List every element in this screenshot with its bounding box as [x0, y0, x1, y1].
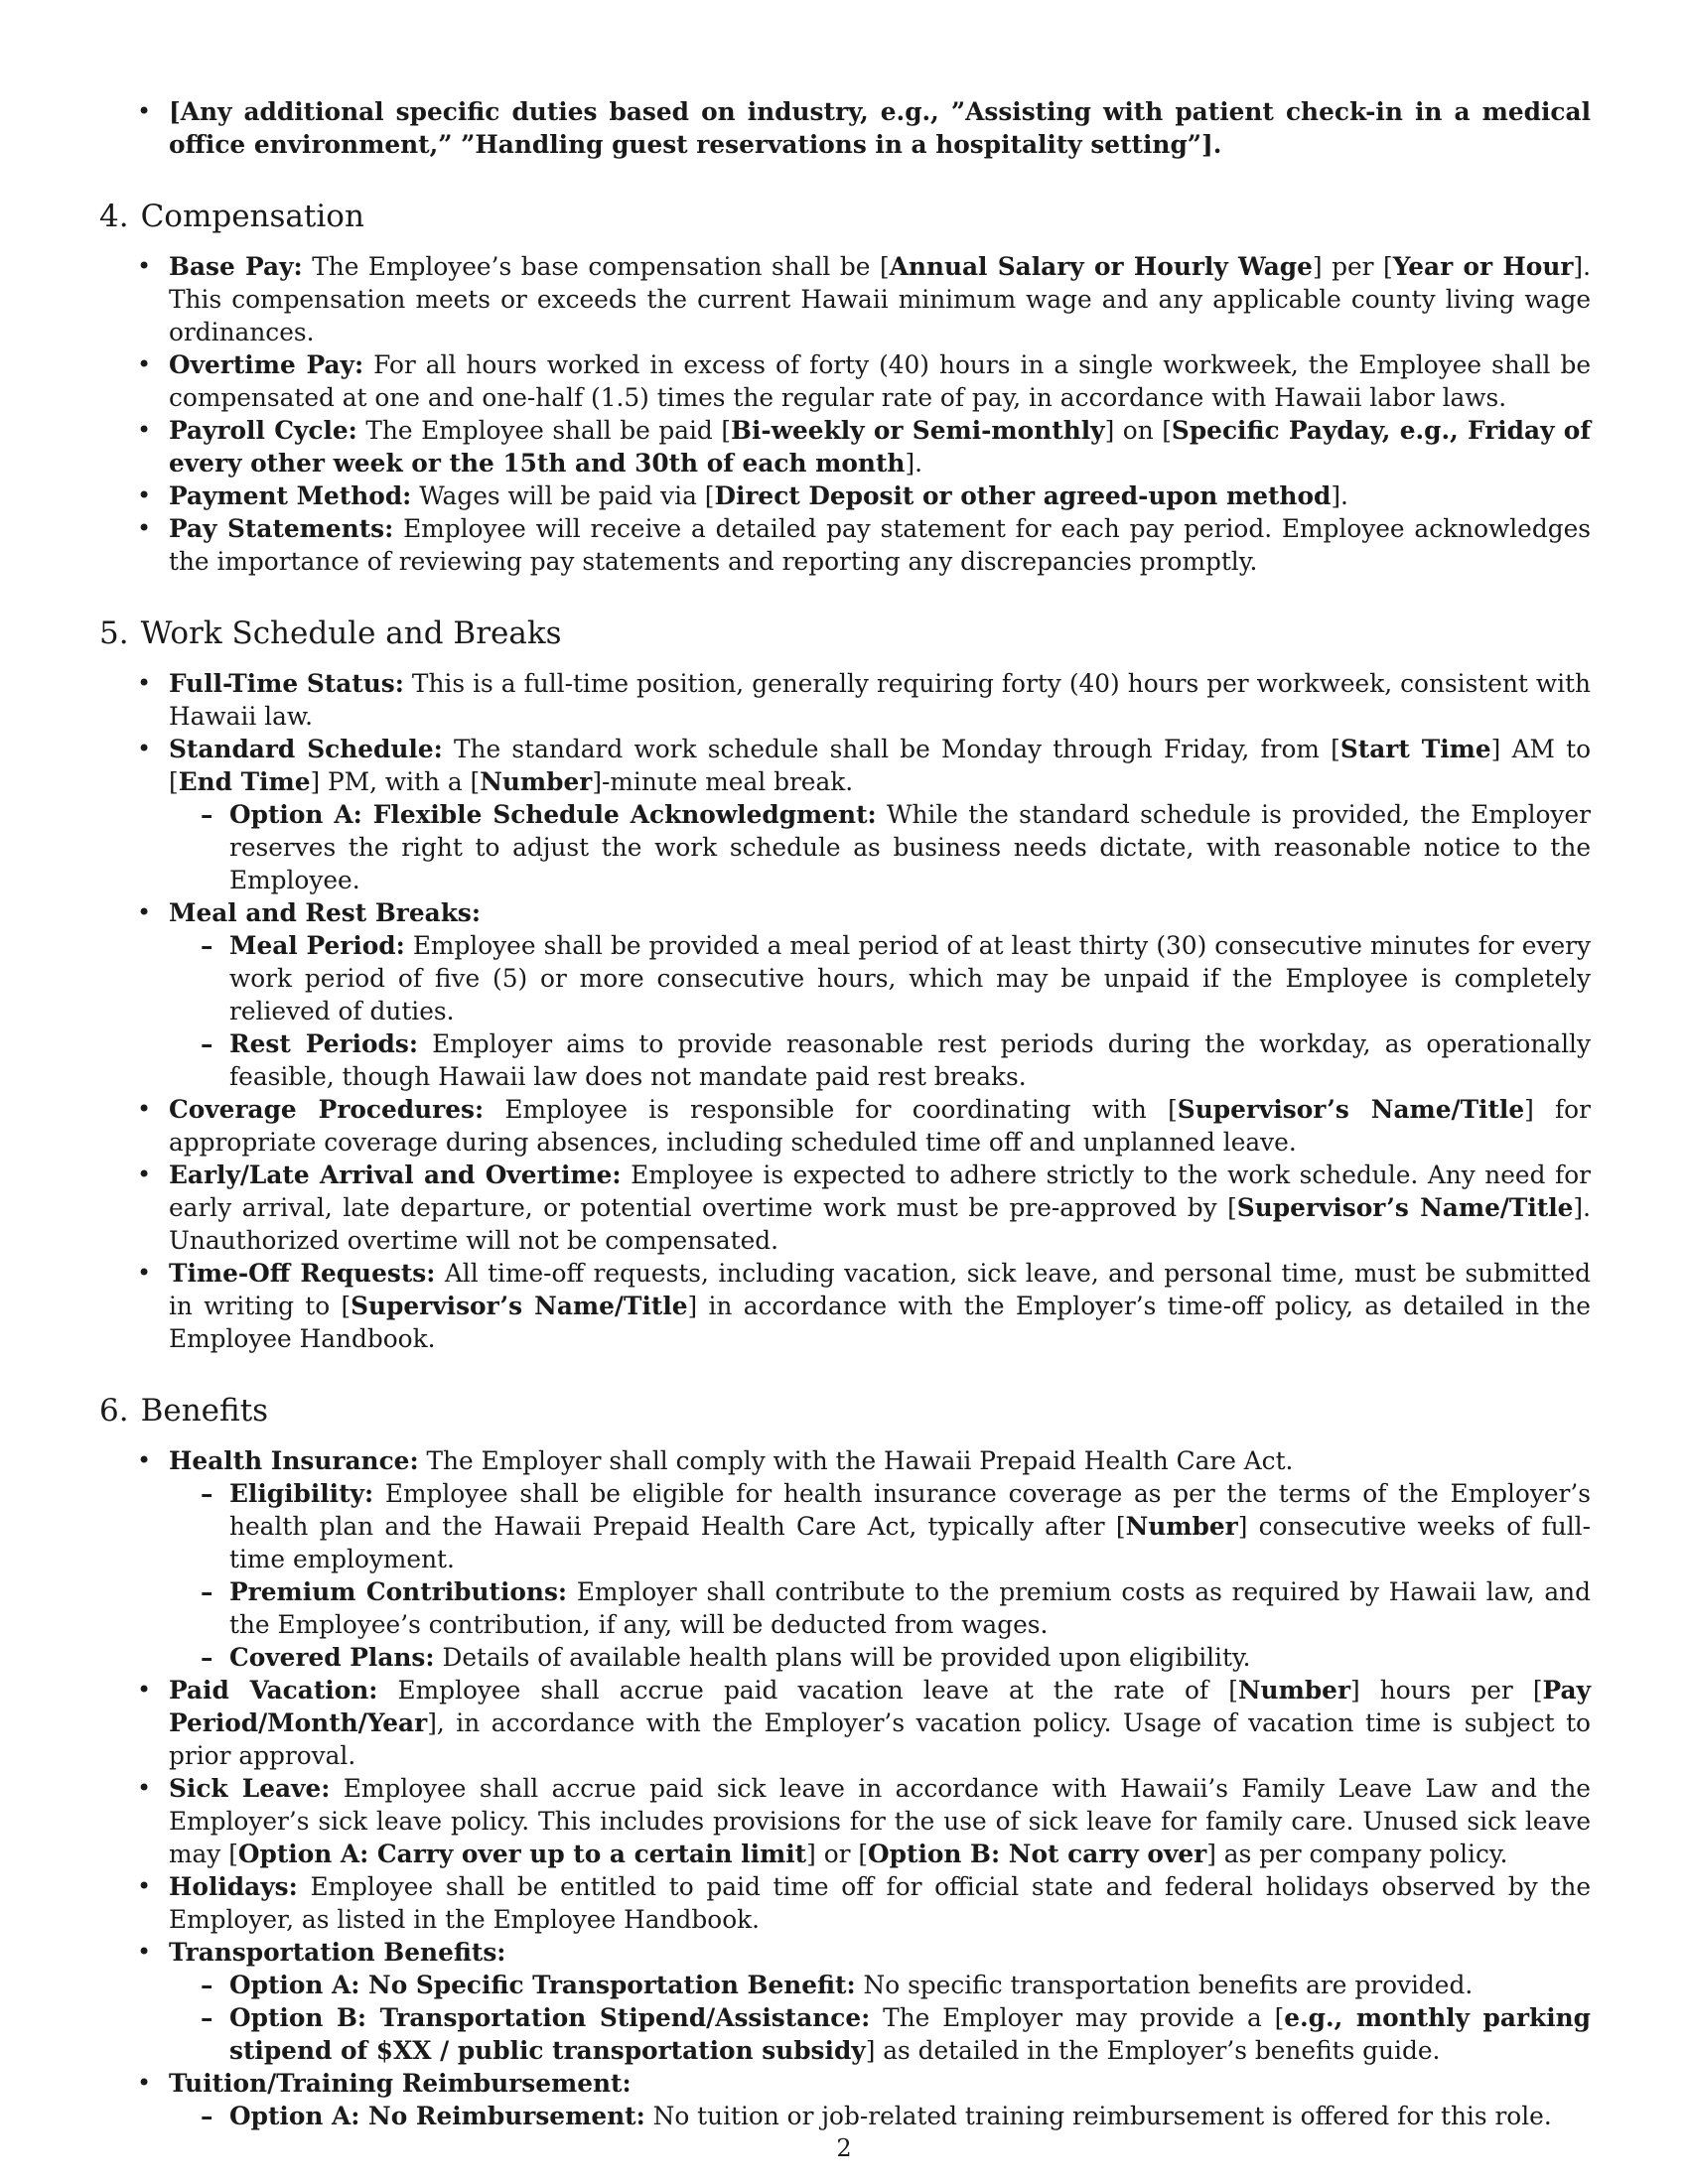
list-item-pay-statements: • Pay Statements: Employee will receive a detailed pay statement for each pay period. Employee acknowledges the importance of reviewing pay statements and reporting any discrepancies promptly.: [99, 512, 1591, 578]
list-item-early-late-arrival: • Early/Late Arrival and Overtime: Employee is expected to adhere strictly to the work schedule. Any need for early arrival, late departure, or potential overtime work must be pre-approved by [Supervisor’s Name/Title]. Unauthorized overtime will not be compensated.: [99, 1159, 1591, 1257]
list-item-meal-rest-breaks: • Meal and Rest Breaks: – Meal Period: Employee shall be provided a meal period of at least thirty (30) consecutive minutes for every work period of five (5) or more consecutive hours, which may be unpaid if the Employee is completely relieved of duties. – Rest Periods: Employer aims to provide reasonable rest periods during the workday, as operationally feasible, though Hawaii law does not mandate paid rest breaks.: [99, 896, 1591, 1093]
sublist-item-meal-period: – Meal Period: Employee shall be provided a meal period of at least thirty (30) consecutive minutes for every work period of five (5) or more consecutive hours, which may be unpaid if the Employee is completely relieved of duties.: [169, 929, 1591, 1027]
tuition-sublist: [169, 2100, 1591, 2132]
sublist-item-covered-plans: – Covered Plans: Details of available health plans will be provided upon eligibility.: [169, 1641, 1591, 1674]
list-item-base-pay: • Base Pay: The Employee’s base compensation shall be [Annual Salary or Hourly Wage] per [Year or Hour]. This compensation meets or exceeds the current Hawaii minimum wage and any applicable county living wage ordinances.: [99, 250, 1591, 348]
list-item-sick-leave: • Sick Leave: Employee shall accrue paid sick leave in accordance with Hawaii’s Family Leave Law and the Employer’s sick leave policy. This includes provisions for the use of sick leave for family care. Unused sick leave may [Option A: Carry over up to a certain limit] or [Option B: Not carry over] as per company policy.: [99, 1772, 1591, 1870]
sublist-item-transport-option-b: – Option B: Transportation Stipend/Assistance: The Employer may provide a [e.g., monthly parking stipend of $XX / public transportation subsidy] as detailed in the Employer’s benefits guide.: [169, 2001, 1591, 2067]
duties-list-continued: [99, 95, 1591, 161]
meal-rest-sublist: [169, 929, 1591, 1093]
list-item-payment-method: • Payment Method: Wages will be paid via [Direct Deposit or other agreed-upon method].: [99, 479, 1591, 512]
list-item-full-time-status: • Full-Time Status: This is a full-time position, generally requiring forty (40) hours per workweek, consistent with Hawaii law.: [99, 667, 1591, 733]
health-insurance-sublist: [169, 1477, 1591, 1674]
list-item-time-off-requests: • Time-Off Requests: All time-off requests, including vacation, sick leave, and personal time, must be submitted in writing to [Supervisor’s Name/Title] in accordance with the Employer’s time-off policy, as detailed in the Employee Handbook.: [99, 1257, 1591, 1355]
standard-schedule-sublist: [169, 798, 1591, 896]
work-schedule-list: [99, 667, 1591, 1355]
list-item-holidays: • Holidays: Employee shall be entitled to paid time off for official state and federal holidays observed by the Employer, as listed in the Employee Handbook.: [99, 1870, 1591, 1936]
benefits-list: [99, 1444, 1591, 2132]
sublist-item-premium-contributions: – Premium Contributions: Employer shall contribute to the premium costs as required by Hawaii law, and the Employee’s contribution, if any, will be deducted from wages.: [169, 1575, 1591, 1641]
sublist-item-flexible-schedule: – Option A: Flexible Schedule Acknowledgment: While the standard schedule is provided, the Employer reserves the right to adjust the work schedule as business needs dictate, with reasonable notice to the Employee.: [169, 798, 1591, 896]
sublist-item-tuition-option-a: – Option A: No Reimbursement: No tuition or job-related training reimbursement is offered for this role.: [169, 2100, 1591, 2132]
list-item-tuition-reimbursement: • Tuition/Training Reimbursement: – Option A: No Reimbursement: No tuition or job-related training reimbursement is offered for this role.: [99, 2067, 1591, 2132]
sublist-item-eligibility: – Eligibility: Employee shall be eligible for health insurance coverage as per the terms of the Employer’s health plan and the Hawaii Prepaid Health Care Act, typically after [Number] consecutive weeks of full-time employment.: [169, 1477, 1591, 1575]
page-number: 2: [836, 2134, 852, 2162]
sublist-item-transport-option-a: – Option A: No Specific Transportation Benefit: No specific transportation benefits are provided.: [169, 1969, 1591, 2001]
list-item-overtime-pay: • Overtime Pay: For all hours worked in excess of forty (40) hours in a single workweek, the Employee shall be compensated at one and one-half (1.5) times the regular rate of pay, in accordance with Hawaii labor laws.: [99, 348, 1591, 414]
list-item: • [Any additional specific duties based on industry, e.g., ”Assisting with patient check-in in a medical office environment,” ”Handling guest reservations in a hospitality setting”].: [99, 95, 1591, 161]
compensation-list: [99, 250, 1591, 578]
section-heading-compensation: 4. Compensation: [99, 199, 364, 234]
list-item-health-insurance: • Health Insurance: The Employer shall comply with the Hawaii Prepaid Health Care Act. – Eligibility: Employee shall be eligible for health insurance coverage as per the terms of the Employer’s health plan and the Hawaii Prepaid Health Care Act, typically after [Number] consecutive weeks of full-time employment. – Premium Contributions: Employer shall contribute to the premium costs as required by Hawaii law, and the Employee’s contribution, if any, will be deducted from wages. – Covered Plans: Details of available health plans will be provided upon eligibility.: [99, 1444, 1591, 1674]
list-item-transportation-benefits: • Transportation Benefits: – Option A: No Specific Transportation Benefit: No specific transportation benefits are provided. – Option B: Transportation Stipend/Assistance: The Employer may provide a [e.g., monthly parking stipend of $XX / public transportation subsidy] as detailed in the Employer’s benefits guide.: [99, 1936, 1591, 2067]
list-item-paid-vacation: • Paid Vacation: Employee shall accrue paid vacation leave at the rate of [Number] hours per [Pay Period/Month/Year], in accordance with the Employer’s vacation policy. Usage of vacation time is subject to prior approval.: [99, 1674, 1591, 1772]
list-item-standard-schedule: • Standard Schedule: The standard work schedule shall be Monday through Friday, from [Start Time] AM to [End Time] PM, with a [Number]-minute meal break. – Option A: Flexible Schedule Acknowledgment: While the standard schedule is provided, the Employer reserves the right to adjust the work schedule as business needs dictate, with reasonable notice to the Employee.: [99, 733, 1591, 896]
document-page: [99, 95, 1591, 2132]
sublist-item-rest-periods: – Rest Periods: Employer aims to provide reasonable rest periods during the workday, as operationally feasible, though Hawaii law does not mandate paid rest breaks.: [169, 1027, 1591, 1093]
transportation-sublist: [169, 1969, 1591, 2067]
section-heading-benefits: 6. Benefits: [99, 1393, 269, 1429]
list-item-payroll-cycle: • Payroll Cycle: The Employee shall be paid [Bi-weekly or Semi-monthly] on [Specific Payday, e.g., Friday of every other week or the 15th and 30th of each month].: [99, 414, 1591, 479]
list-item-coverage-procedures: • Coverage Procedures: Employee is responsible for coordinating with [Supervisor’s Name/Title] for appropriate coverage during absences, including scheduled time off and unplanned leave.: [99, 1093, 1591, 1159]
section-heading-work-schedule: 5. Work Schedule and Breaks: [99, 615, 562, 651]
